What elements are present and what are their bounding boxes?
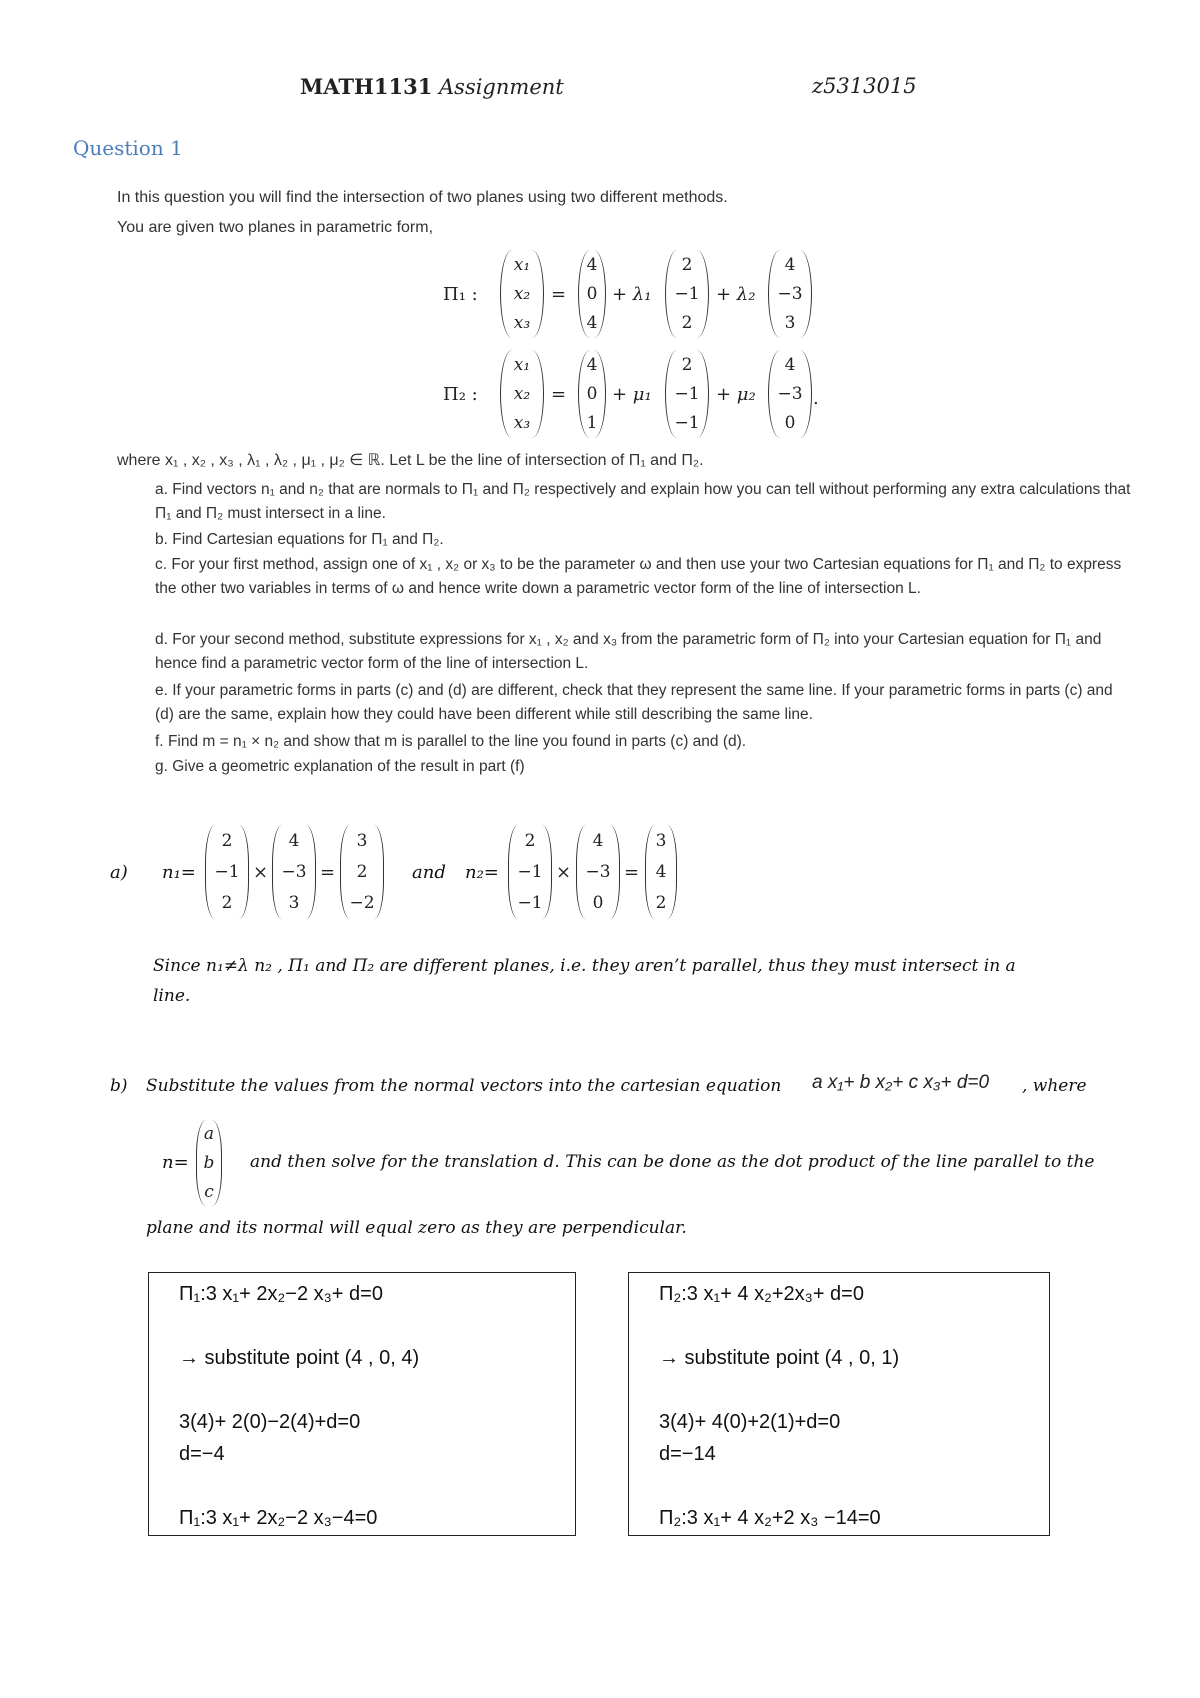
n2-vector-1 — [508, 825, 552, 919]
box1-line-1: Π₁:3 x₁+ 2x₂−2 x₃+ d=0 — [179, 1283, 383, 1305]
answer-a-and: and — [412, 862, 446, 883]
p1-dir1-2: −1 — [674, 283, 700, 304]
part-f — [155, 730, 1135, 754]
p2-dir2-3: 0 — [784, 413, 796, 434]
course-code: MATH1131 — [300, 74, 433, 99]
n2-times: × — [556, 862, 572, 883]
part-e-label: e. — [155, 682, 168, 699]
p1-dir2-3: 3 — [784, 313, 796, 334]
p1-point-3: 4 — [586, 313, 598, 334]
n1-vector-1 — [205, 825, 249, 919]
part-f-text: Find m = n₁ × n₂ and show that m is parallel to the line you found in parts (c) and (d). — [167, 733, 747, 750]
assignment-label: Assignment — [439, 75, 564, 99]
answer-b-line-3: plane and its normal will equal zero as they are perpendicular. — [146, 1218, 687, 1238]
part-c — [155, 553, 1135, 601]
n2-res-3: 2 — [655, 893, 667, 914]
n1-v2-1: 4 — [288, 830, 300, 851]
plane1-equals: = — [551, 284, 567, 305]
p2-point-2: 0 — [586, 383, 598, 404]
part-d-text: For your second method, substitute expressions for x₁ , x₂ and x₃ from the parametric form of Π₂ into your Cartesian equation for Π₁ and hence find a parametric vector form of the line of intersection L. — [155, 631, 1102, 672]
n-b: b — [203, 1152, 215, 1173]
plane2-point-vector — [578, 350, 606, 438]
lhs-x2: x₂ — [513, 283, 531, 304]
answer-b-line-2: and then solve for the translation d. This can be done as the dot product of the line parallel to the — [250, 1152, 1095, 1172]
plane1-plus-lambda1: + λ₁ — [612, 284, 652, 305]
n2-v1-2: −1 — [517, 861, 543, 882]
plane2-dir2-vector — [768, 350, 812, 438]
part-g — [155, 755, 1135, 779]
n-label: n= — [162, 1152, 189, 1173]
lhs-x3: x₃ — [513, 413, 531, 434]
since-line-1: Since n₁≠λ n₂ , Π₁ and Π₂ are different planes, i.e. they aren’t parallel, thus they must intersect in a — [153, 956, 1016, 976]
part-d — [155, 628, 1135, 676]
plane2-plus-mu1: + μ₁ — [612, 384, 652, 405]
n1-equals: = — [320, 862, 336, 883]
n1-v1-1: 2 — [221, 830, 233, 851]
box1-line-4: d=−4 — [179, 1443, 225, 1465]
box1-line-5: Π₁:3 x₁+ 2x₂−2 x₃−4=0 — [179, 1507, 378, 1529]
part-c-text: For your first method, assign one of x₁ , x₂ or x₃ to be the parameter ω and then use your two Cartesian equations for Π₁ and Π₂ to express the other two variables in terms of ω and hence write down a parametric vector form of the line of intersection L. — [155, 556, 1122, 597]
p2-dir2-2: −3 — [777, 383, 803, 404]
plane1-point-vector — [578, 250, 606, 338]
lhs-x2: x₂ — [513, 383, 531, 404]
n1-vector-2 — [272, 825, 316, 919]
n1-res-1: 3 — [356, 830, 368, 851]
n2-result-vector — [645, 825, 677, 919]
p1-point-2: 0 — [586, 283, 598, 304]
answer-a-n2: n₂= — [465, 862, 499, 883]
n2-v1-1: 2 — [524, 830, 536, 851]
p1-point-1: 4 — [586, 254, 598, 275]
answer-b-where: , where — [1022, 1076, 1087, 1096]
lhs-x1: x₁ — [513, 354, 531, 375]
n2-vector-2 — [576, 825, 620, 919]
plane1-lhs-vector — [500, 250, 544, 338]
p1-dir1-3: 2 — [681, 313, 693, 334]
n1-v2-3: 3 — [288, 893, 300, 914]
lhs-x3: x₃ — [513, 313, 531, 334]
n1-result-vector — [340, 825, 384, 919]
part-f-label: f. — [155, 733, 164, 750]
plane1-working-box — [148, 1272, 576, 1536]
box2-line-3: 3(4)+ 4(0)+2(1)+d=0 — [659, 1411, 841, 1433]
where-line: where x₁ , x₂ , x₃ , λ₁ , λ₂ , μ₁ , μ₂ ∈ ℝ. Let L be the line of intersection of Π₁ and Π₂. — [117, 452, 704, 469]
part-g-text: Give a geometric explanation of the result in part (f) — [172, 758, 525, 775]
box2-line-4: d=−14 — [659, 1443, 716, 1465]
plane2-dir1-vector — [665, 350, 709, 438]
part-d-label: d. — [155, 631, 168, 648]
n-generic-vector — [196, 1120, 222, 1206]
plane2-label: Π₂ : — [443, 384, 478, 405]
plane2-working-box — [628, 1272, 1050, 1536]
part-a — [155, 478, 1135, 526]
n1-v1-2: −1 — [214, 861, 240, 882]
answer-b-label: b) — [110, 1076, 128, 1096]
p2-dir2-1: 4 — [784, 354, 796, 375]
n2-res-1: 3 — [655, 830, 667, 851]
plane2-equals: = — [551, 384, 567, 405]
box2-line-2: → substitute point (4 , 0, 1) — [659, 1347, 900, 1369]
part-c-label: c. — [155, 556, 168, 573]
part-a-label: a. — [155, 481, 168, 498]
answer-b-line-1: Substitute the values from the normal vectors into the cartesian equation — [146, 1076, 782, 1096]
intro-line-1: In this question you will find the intersection of two planes using two different methods. — [117, 189, 728, 206]
plane1-dir1-vector — [665, 250, 709, 338]
box1-line-3: 3(4)+ 2(0)−2(4)+d=0 — [179, 1411, 361, 1433]
n1-res-2: 2 — [356, 861, 368, 882]
plane1-plus-lambda2: + λ₂ — [716, 284, 756, 305]
p2-dir1-2: −1 — [674, 383, 700, 404]
since-line-2: line. — [153, 986, 191, 1006]
n2-v2-3: 0 — [592, 893, 604, 914]
box2-line-1: Π₂:3 x₁+ 4 x₂+2x₃+ d=0 — [659, 1283, 864, 1305]
n1-times: × — [253, 862, 269, 883]
n1-res-3: −2 — [349, 893, 375, 914]
intro-line-2: You are given two planes in parametric form, — [117, 219, 434, 236]
part-e-text: If your parametric forms in parts (c) and (d) are different, check that they represent the same line. If your parametric forms in parts (c) and (d) are the same, explain how they could have been different while still describing the same line. — [155, 682, 1113, 723]
plane2-plus-mu2: + μ₂ — [716, 384, 756, 405]
n1-v2-2: −3 — [281, 861, 307, 882]
answer-a-label: a) — [110, 862, 128, 883]
n2-res-2: 4 — [655, 861, 667, 882]
box2-line-5: Π₂:3 x₁+ 4 x₂+2 x₃ −14=0 — [659, 1507, 881, 1529]
n2-equals: = — [624, 862, 640, 883]
question-title: Question 1 — [73, 136, 183, 160]
p2-dir1-1: 2 — [681, 354, 693, 375]
n-a: a — [203, 1124, 215, 1145]
p1-dir1-1: 2 — [681, 254, 693, 275]
plane1-dir2-vector — [768, 250, 812, 338]
n2-v2-1: 4 — [592, 830, 604, 851]
part-b — [155, 528, 1135, 552]
p2-point-1: 4 — [586, 354, 598, 375]
box1-line-2: → substitute point (4 , 0, 4) — [179, 1347, 420, 1369]
answer-a-n1: n₁= — [162, 862, 196, 883]
n2-v2-2: −3 — [585, 861, 611, 882]
n2-v1-3: −1 — [517, 893, 543, 914]
n-c: c — [204, 1181, 214, 1202]
plane2-period: . — [813, 388, 819, 409]
p1-dir2-2: −3 — [777, 283, 803, 304]
part-e — [155, 679, 1135, 727]
n1-v1-3: 2 — [221, 893, 233, 914]
part-b-label: b. — [155, 531, 168, 548]
p2-dir1-3: −1 — [674, 413, 700, 434]
cartesian-equation: a x₁+ b x₂+ c x₃+ d=0 — [812, 1072, 990, 1093]
part-a-text: Find vectors n₁ and n₂ that are normals to Π₁ and Π₂ respectively and explain how you can tell without performing any extra calculations that Π₁ and Π₂ must intersect in a line. — [155, 481, 1131, 522]
page-header — [300, 74, 564, 99]
student-id: z5313015 — [812, 74, 917, 98]
lhs-x1: x₁ — [513, 254, 531, 275]
part-g-label: g. — [155, 758, 168, 775]
plane1-label: Π₁ : — [443, 284, 478, 305]
plane2-lhs-vector — [500, 350, 544, 438]
p2-point-3: 1 — [586, 413, 598, 434]
p1-dir2-1: 4 — [784, 254, 796, 275]
part-b-text: Find Cartesian equations for Π₁ and Π₂. — [172, 531, 444, 548]
